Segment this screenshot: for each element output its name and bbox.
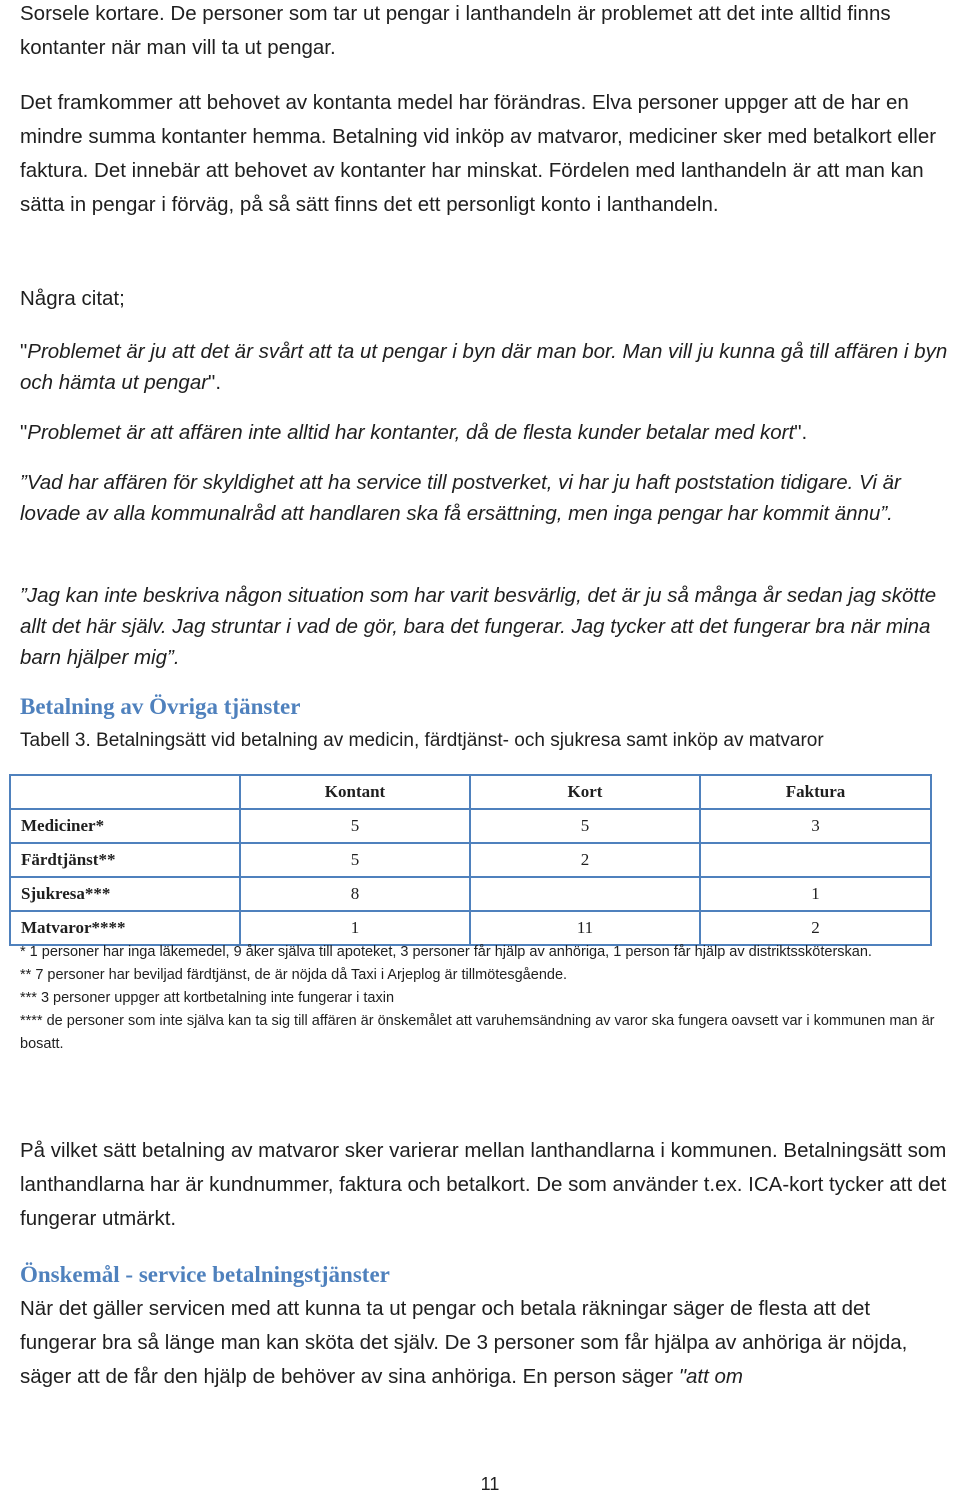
header-empty [10,775,240,809]
quote-1-text: Problemet är ju att det är svårt att ta ut pengar i byn där man bor. Man vill ju kunna gå till affären i byn och hämta ut pengar [20,340,948,394]
quote-3: ”Vad har affären för skyldighet att ha service till postverket, vi har ju haft poststation tidigare. Vi är lovade av alla kommunalråd att handlaren ska få ersättning, men inga pengar har kommit ännu”. [20,471,901,525]
heading-service-wishes: Önskemål - service betalningstjänster [20,1262,390,1287]
footnote-2: ** 7 personer har beviljad färdtjänst, de är nöjda då Taxi i Arjeplog är tillmötesgående. [20,967,568,983]
quote-2-text: Problemet är att affären inte alltid har kontanter, då de flesta kunder betalar med kort [27,421,795,444]
row-label: Matvaror**** [10,911,240,945]
quote-2-open: " [20,421,28,444]
quote-1-open: " [20,340,28,363]
cell-faktura: 1 [700,877,931,911]
header-faktura: Faktura [700,775,931,809]
quote-1 [20,336,952,398]
footnote-3: *** 3 personer uppger att kortbetalning inte fungerar i taxin [20,990,395,1006]
paragraph-service-quote-start: "att om [678,1365,743,1388]
cell-kontant: 8 [240,877,470,911]
row-label: Mediciner* [10,809,240,843]
table-row [10,911,931,945]
table-header-row [10,775,931,809]
table-row [10,843,931,877]
paragraph-grocery-payment: På vilket sätt betalning av matvaror sker varierar mellan lanthandlarna i kommunen. Betalningsätt som lanthandlarna har är kundnummer, faktura och betalkort. De som använder t.ex. ICA-kort tycker att det fungerar utmärkt. [20,1139,947,1230]
paragraph-service-satisfaction [20,1292,952,1394]
cell-kort: 11 [470,911,700,945]
quote-4: ”Jag kan inte beskriva någon situation som har varit besvärlig, det är ju så många år sedan jag skötte allt det här själv. Jag struntar i vad de gör, bara det fungerar. Jag tycker att det fungerar bra när mina barn hjälper mig”. [20,584,937,669]
header-kort: Kort [470,775,700,809]
payment-methods-table [9,774,932,946]
table-row [10,877,931,911]
cell-kontant: 1 [240,911,470,945]
row-label: Färdtjänst** [10,843,240,877]
table-row [10,809,931,843]
quote-2-close: ". [794,421,808,444]
footnotes [20,941,952,1056]
footnote-1: * 1 personer har inga läkemedel, 9 åker själva till apoteket, 3 personer får hjälp av anhöriga, 1 person får hjälp av distriktssköterskan. [20,944,872,960]
table-caption: Tabell 3. Betalningsätt vid betalning av medicin, färdtjänst- och sjukresa samt inköp av matvaror [20,730,824,751]
paragraph-quotes-intro: Några citat; [20,287,125,310]
cell-kontant: 5 [240,809,470,843]
cell-faktura: 3 [700,809,931,843]
paragraph-cash-withdrawal: Sorsele kortare. De personer som tar ut pengar i lanthandeln är problemet att det inte alltid finns kontanter när man vill ta ut pengar. [20,2,891,59]
header-kontant: Kontant [240,775,470,809]
cell-kort [470,877,700,911]
cell-faktura [700,843,931,877]
cell-kort: 2 [470,843,700,877]
heading-other-services: Betalning av Övriga tjänster [20,694,301,719]
cell-kontant: 5 [240,843,470,877]
footnote-4: **** de personer som inte själva kan ta sig till affären är önskemålet att varuhemsändning av varor ska fungera oavsett var i kommunen man är bosatt. [20,1013,935,1052]
paragraph-cash-needs: Det framkommer att behovet av kontanta medel har förändras. Elva personer uppger att de har en mindre summa kontanter hemma. Betalning vid inköp av matvaror, mediciner sker med betalkort eller faktura. Det innebär att behovet av kontanter har minskat. Fördelen med lanthandeln är att man kan sätta in pengar i förväg, på så sätt finns det ett personligt konto i lanthandeln. [20,91,937,216]
cell-faktura: 2 [700,911,931,945]
quote-2 [20,417,952,448]
row-label: Sjukresa*** [10,877,240,911]
cell-kort: 5 [470,809,700,843]
paragraph-service-text: När det gäller servicen med att kunna ta ut pengar och betala räkningar säger de flesta att det fungerar bra så länge man kan sköta det själv. De 3 personer som får hjälpa av anhöriga är nöjda, säger att de får den hjälp de behöver av sina anhöriga. En person säger [20,1297,908,1388]
page-number: 11 [480,1474,500,1494]
quote-1-close: ". [208,371,222,394]
